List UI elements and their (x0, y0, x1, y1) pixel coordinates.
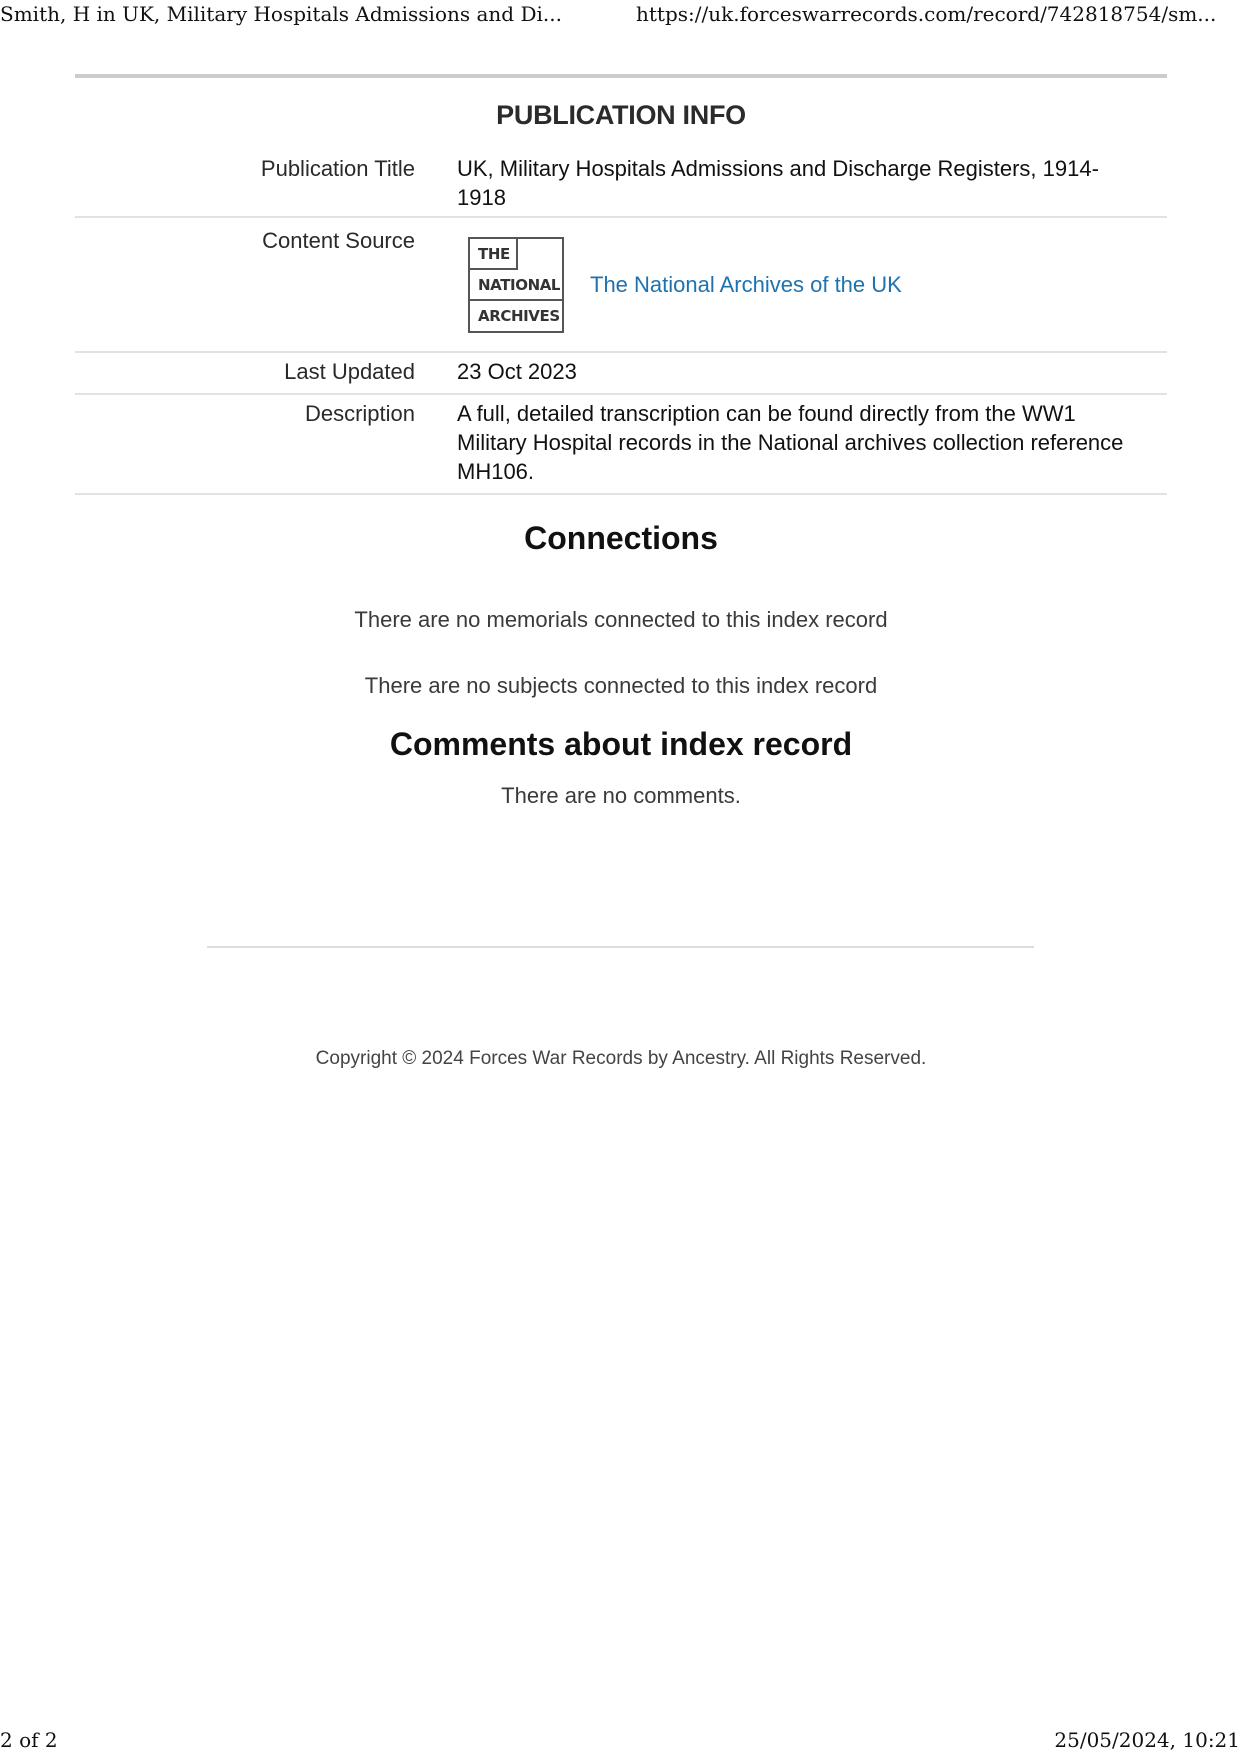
last-updated-label: Last Updated (284, 359, 415, 384)
description-label: Description (304, 401, 415, 426)
last-updated-row (75, 353, 1167, 395)
connections-heading: Connections (524, 520, 718, 556)
no-comments-text: There are no comments. (501, 783, 741, 808)
logo-line-archives: ARCHIVES (478, 307, 560, 325)
print-page-number: 2 of 2 (0, 1728, 58, 1752)
content-source-label: Content Source (262, 228, 415, 253)
content-source-link[interactable]: The National Archives of the UK (590, 272, 902, 297)
print-footer (0, 1726, 1242, 1754)
logo-line-national: NATIONAL (470, 270, 562, 301)
top-divider (75, 74, 1167, 78)
print-datetime: 25/05/2024, 10:21 (1054, 1728, 1240, 1752)
description-value: A full, detailed transcription can be found directly from the WW1 Military Hospital records in the National archives collection reference MH106. (457, 401, 1124, 484)
print-header (0, 0, 1242, 28)
no-memorials-text: There are no memorials connected to this index record (354, 607, 888, 632)
publication-title-row (75, 150, 1167, 218)
publication-title-label: Publication Title (260, 156, 415, 181)
publication-title-link[interactable]: UK, Military Hospitals Admissions and Discharge Registers, 1914-1918 (457, 156, 1099, 210)
no-subjects-text: There are no subjects connected to this index record (364, 673, 878, 698)
national-archives-logo[interactable] (468, 237, 564, 333)
logo-line-the: THE (470, 239, 518, 270)
footer-divider (207, 946, 1034, 948)
print-page-title: Smith, H in UK, Military Hospitals Admissions and Di... (0, 2, 562, 26)
copyright-text: Copyright © 2024 Forces War Records by Ancestry. All Rights Reserved. (315, 1048, 927, 1069)
publication-info-heading: PUBLICATION INFO (496, 100, 746, 130)
comments-heading: Comments about index record (389, 726, 853, 762)
content-source-row (75, 218, 1167, 353)
publication-info-table (75, 150, 1167, 495)
last-updated-value: 23 Oct 2023 (457, 359, 577, 384)
description-row (75, 395, 1167, 495)
print-page-url: https://uk.forceswarrecords.com/record/742818754/sm... (636, 2, 1217, 26)
